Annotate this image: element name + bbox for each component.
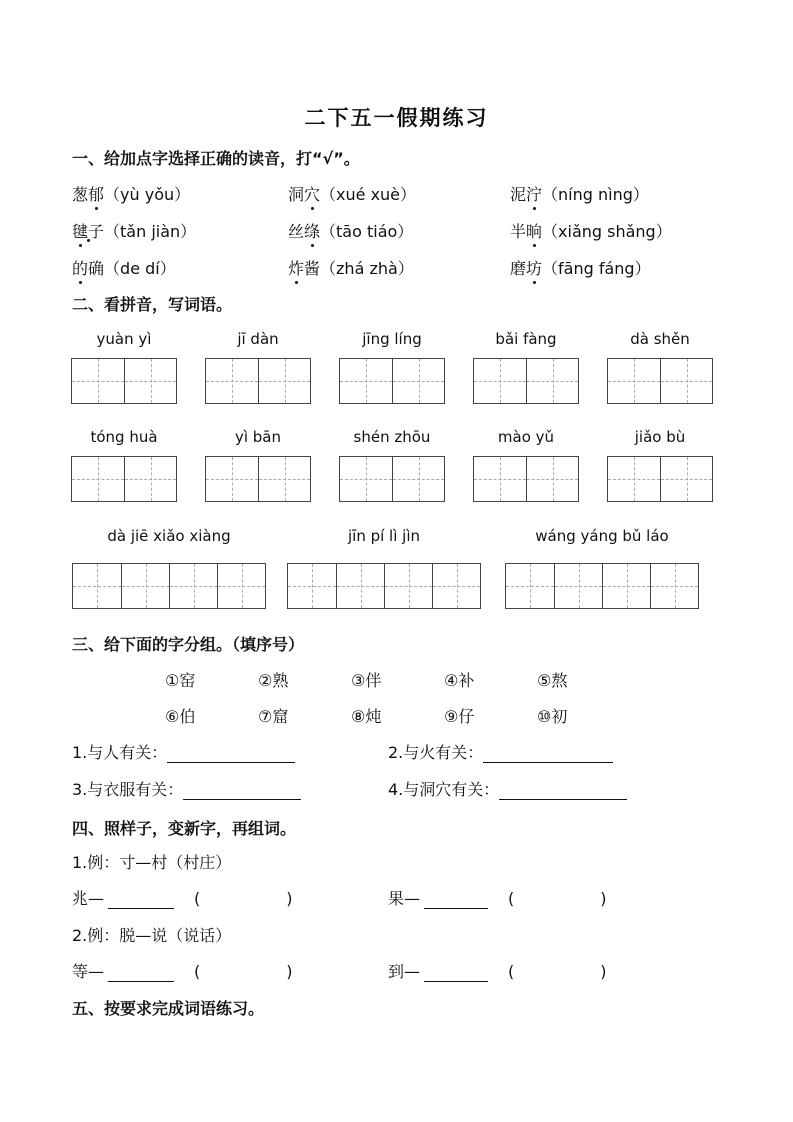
pinyin-options[interactable]: （tāo tiáo） [320,222,414,241]
pinyin-prompt: mào yǔ [497,428,555,446]
pinyin-options[interactable]: （zhá zhà） [320,259,414,278]
pinyin-options[interactable]: （de dí） [104,259,176,278]
exercise-label: 兆— [72,889,105,908]
writing-cell[interactable] [650,564,698,608]
writing-cell[interactable] [384,564,432,608]
pinyin-prompt: shén zhōu [353,428,431,446]
writing-grid [205,456,311,502]
writing-cell[interactable] [73,564,121,608]
writing-grid [339,456,445,502]
answer-blank[interactable] [424,892,488,909]
dotted-character: 的 [72,256,88,279]
word-character: 子 [88,222,105,241]
writing-cell[interactable] [554,564,602,608]
question-label: 4.与洞穴有关： [388,780,500,799]
word-character: 毽 [72,219,88,242]
answer-blank[interactable] [167,746,295,763]
writing-grid [607,456,713,502]
dotted-character: 坊 [526,256,542,279]
writing-grid [473,456,579,502]
question-label: 1.与人有关： [72,743,168,762]
writing-cell[interactable] [340,359,392,403]
exercise-1a [72,886,293,909]
writing-cell[interactable] [340,457,392,501]
paren-open: ( [508,962,515,981]
writing-grid [72,563,266,609]
pinyin-options[interactable]: （yù yǒu） [104,185,191,204]
writing-cell[interactable] [392,457,444,501]
numbered-character: ⑤熬 [537,671,568,690]
numbered-character: ⑨仔 [444,707,475,726]
section-1-heading: 一、给加点字选择正确的读音，打“√”。 [72,149,360,168]
numbered-character: ⑩初 [537,707,568,726]
section-2-heading: 二、看拼音，写词语。 [72,295,233,314]
writing-cell[interactable] [608,457,660,501]
pinyin-prompt: tóng huà [90,428,158,446]
writing-cell[interactable] [392,359,444,403]
writing-cell[interactable] [474,359,526,403]
pinyin-prompt: jiǎo bù [634,428,686,446]
word-character: 酱 [304,259,321,278]
paren-open: ( [194,962,201,981]
pronunciation-item [510,182,649,205]
pinyin-prompt: jīn pí lì jìn [347,527,420,545]
answer-blank[interactable] [183,783,301,800]
writing-grid [505,563,699,609]
pinyin-options[interactable]: （xiǎng shǎng） [542,222,672,241]
writing-grid [71,456,177,502]
writing-grid [473,358,579,404]
pinyin-prompt: dà jiē xiǎo xiàng [107,527,231,545]
writing-cell[interactable] [288,564,336,608]
paren-close: ) [286,962,293,981]
exercise-1b [388,886,607,909]
numbered-character: ⑥伯 [165,707,196,726]
writing-cell[interactable] [432,564,480,608]
group-question-2 [388,740,613,763]
pronunciation-item [72,182,190,205]
pinyin-options[interactable]: （tǎn jiàn） [104,222,197,241]
paren-open: ( [508,889,515,908]
pinyin-prompt: yì bān [234,428,282,446]
dotted-character: 郁 [88,182,104,205]
writing-grid [607,358,713,404]
dotted-character: 穴 [304,182,320,205]
writing-cell[interactable] [474,457,526,501]
pronunciation-item [510,256,651,279]
writing-cell[interactable] [602,564,650,608]
exercise-2b [388,959,607,982]
writing-cell[interactable] [336,564,384,608]
writing-cell[interactable] [258,457,310,501]
question-label: 2.与火有关： [388,743,484,762]
writing-cell[interactable] [121,564,169,608]
exercise-label: 果— [388,889,421,908]
pinyin-prompt: jī dàn [237,330,279,348]
paren-close: ) [600,962,607,981]
dotted-character: 绦 [304,219,320,242]
numbered-character: ②熟 [258,671,289,690]
pinyin-prompt: bǎi fàng [495,330,557,348]
word-character: 葱 [72,185,89,204]
group-question-3 [72,777,301,800]
answer-blank[interactable] [424,965,488,982]
writing-cell[interactable] [258,359,310,403]
page-title: 二下五一假期练习 [304,106,489,130]
writing-cell[interactable] [169,564,217,608]
dotted-character: 晌 [526,219,542,242]
word-character: 洞 [288,185,305,204]
example-1: 1.例：寸—村（村庄） [72,853,232,872]
answer-blank[interactable] [108,965,174,982]
writing-cell[interactable] [526,457,578,501]
writing-cell[interactable] [608,359,660,403]
numbered-character: ③伴 [351,671,382,690]
paren-close: ) [600,889,607,908]
writing-grid [71,358,177,404]
pronunciation-item [72,219,196,242]
pinyin-prompt: wáng yáng bǔ láo [535,527,669,545]
pinyin-prompt: yuàn yì [96,330,152,348]
writing-cell[interactable] [206,359,258,403]
writing-cell[interactable] [217,564,265,608]
pronunciation-item [288,182,416,205]
writing-cell[interactable] [660,359,712,403]
pinyin-options[interactable]: （xué xuè） [320,185,417,204]
section-4-heading: 四、照样子，变新字，再组词。 [72,819,297,838]
answer-blank[interactable] [108,892,174,909]
writing-cell[interactable] [206,457,258,501]
pinyin-options[interactable]: （níng nìng） [542,185,649,204]
pinyin-prompt: dà shěn [630,330,690,348]
writing-grid [205,358,311,404]
writing-cell[interactable] [124,457,176,501]
example-2: 2.例：脱—说（说话） [72,926,232,945]
pinyin-prompt: jīng líng [362,330,422,348]
numbered-character: ④补 [444,671,475,690]
section-3-heading: 三、给下面的字分组。（填序号） [72,635,305,654]
pinyin-options[interactable]: （fāng fáng） [542,259,651,278]
paren-open: ( [194,889,201,908]
word-character: 泥 [510,185,527,204]
writing-cell[interactable] [72,359,124,403]
pronunciation-item [288,219,413,242]
writing-cell[interactable] [526,359,578,403]
writing-cell[interactable] [124,359,176,403]
word-character: 磨 [510,259,527,278]
group-question-4 [388,777,627,800]
numbered-character: ⑦窟 [258,707,289,726]
writing-grid [287,563,481,609]
exercise-2a [72,959,293,982]
question-label: 3.与衣服有关： [72,780,184,799]
writing-grid [339,358,445,404]
writing-cell[interactable] [506,564,554,608]
exercise-label: 等— [72,962,105,981]
section-5-heading: 五、按要求完成词语练习。 [72,999,265,1018]
group-question-1 [72,740,295,763]
paren-close: ) [286,889,293,908]
dotted-character: 泞 [526,182,542,205]
pronunciation-item [510,219,672,242]
pronunciation-item [288,256,414,279]
answer-blank[interactable] [499,783,627,800]
pronunciation-item [72,256,176,279]
exercise-label: 到— [388,962,421,981]
numbered-character: ⑧炖 [351,707,382,726]
numbered-character: ①窑 [165,671,196,690]
word-character: 确 [88,259,105,278]
word-character: 半 [510,222,527,241]
writing-cell[interactable] [72,457,124,501]
answer-blank[interactable] [483,746,613,763]
dotted-character: 炸 [288,256,304,279]
word-character: 丝 [288,222,305,241]
writing-cell[interactable] [660,457,712,501]
